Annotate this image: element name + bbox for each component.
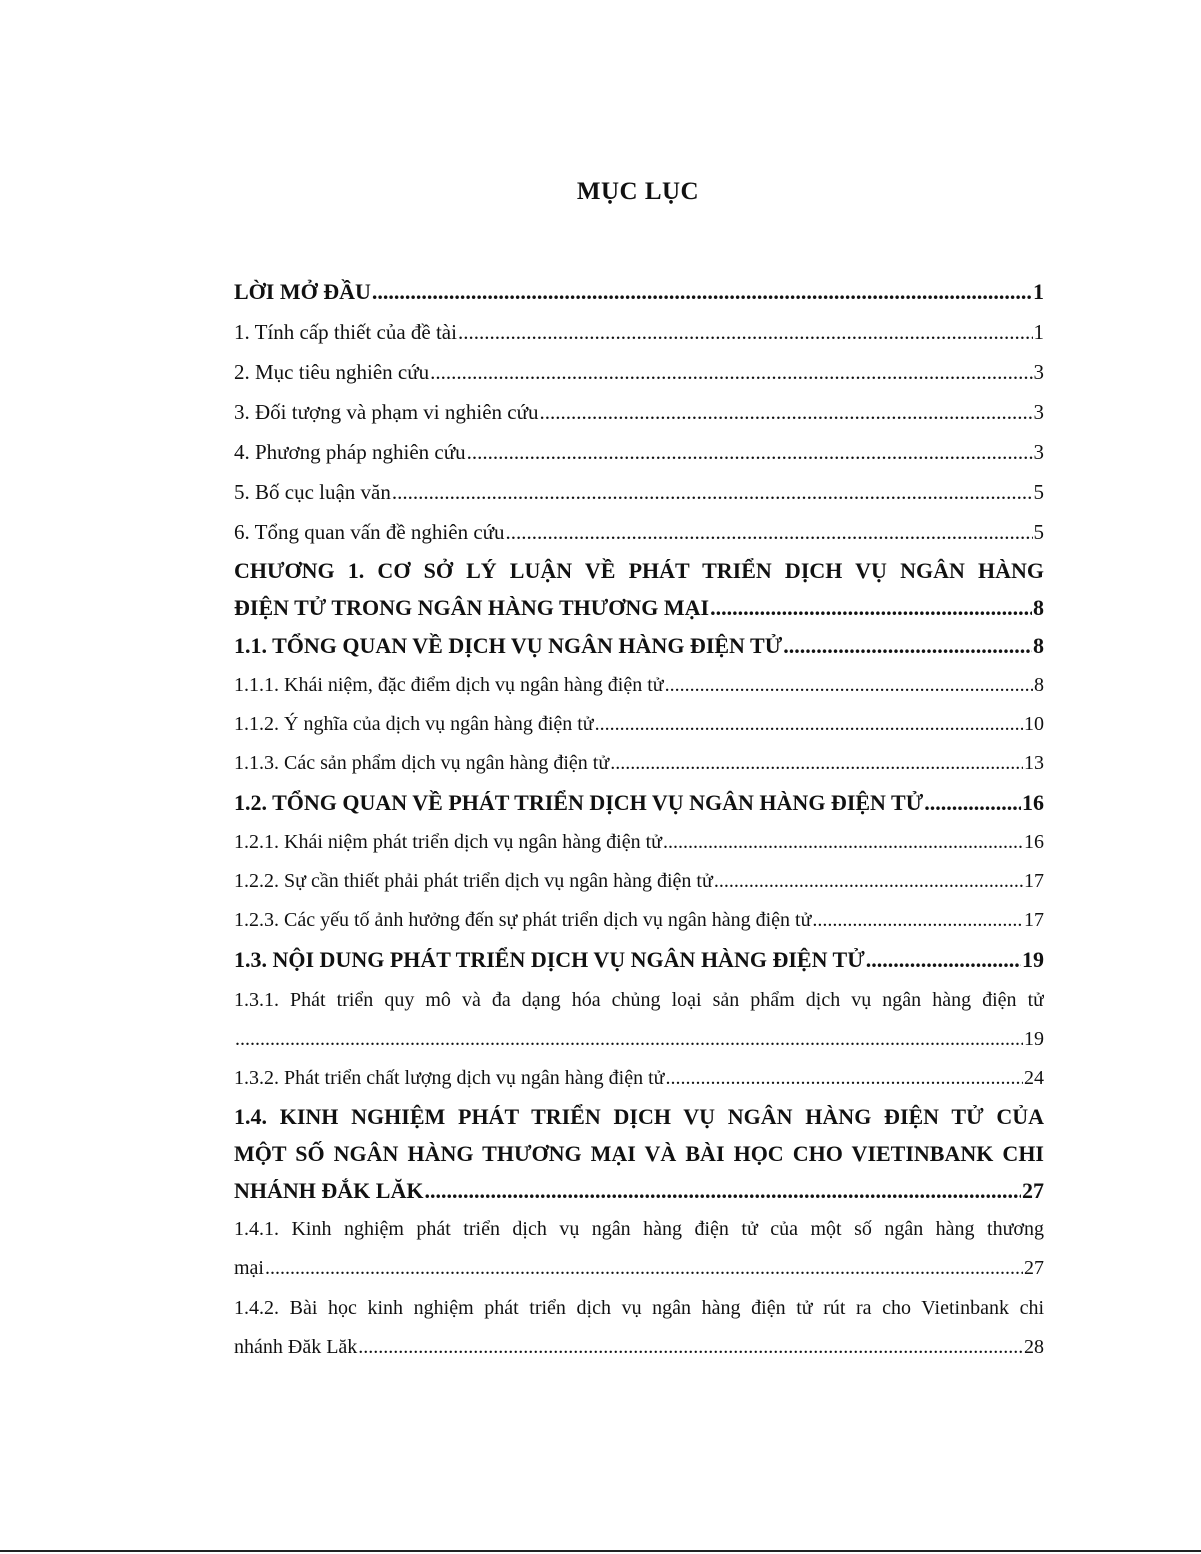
toc-entry-text: 1.2. TỔNG QUAN VỀ PHÁT TRIỂN DỊCH VỤ NGÂN HÀNG ĐIỆN TỬ <box>234 790 924 815</box>
toc-leader-dots <box>665 666 1033 705</box>
toc-entry-text: 1.1. TỔNG QUAN VỀ DỊCH VỤ NGÂN HÀNG ĐIỆN TỬ <box>234 633 783 658</box>
toc-entry-1-4-2[interactable] <box>234 1288 1044 1367</box>
toc-entry-last-line <box>234 589 1044 626</box>
toc-entry-1-1[interactable] <box>234 626 1044 666</box>
toc-entry-text: 4. Phương pháp nghiên cứu <box>234 440 466 464</box>
toc-entry-1-1-3[interactable] <box>234 744 1044 783</box>
toc-entry-doi-tuong[interactable] <box>234 392 1044 432</box>
toc-entry-1-4-1[interactable] <box>234 1209 1044 1288</box>
toc-entry-text: 1.2.2. Sự cần thiết phải phát triển dịch vụ ngân hàng điện tử <box>234 870 713 892</box>
toc-entry-text-line: 1.4. KINH NGHIỆM PHÁT TRIỂN DỊCH VỤ NGÂN HÀNG ĐIỆN TỬ CỦA <box>234 1104 1044 1129</box>
toc-page-number: 17 <box>1024 909 1044 931</box>
toc-leader-dots <box>783 626 1032 666</box>
toc-entry-text: 3. Đối tượng và phạm vi nghiên cứu <box>234 400 539 424</box>
toc-entry-1-3-1[interactable] <box>234 980 1044 1059</box>
toc-entry-text: 2. Mục tiêu nghiên cứu <box>234 360 430 384</box>
toc-entry-text: 1.3.2. Phát triển chất lượng dịch vụ ngân hàng điện tử <box>234 1067 665 1089</box>
toc-leader-dots <box>467 432 1033 472</box>
toc-page-number: 8 <box>1033 595 1044 620</box>
toc-page-number: 28 <box>1024 1336 1044 1358</box>
toc-entry-1-2-1[interactable] <box>234 823 1044 862</box>
toc-leader-dots <box>358 1328 1023 1367</box>
toc-entry-text-line: CHƯƠNG 1. CƠ SỞ LÝ LUẬN VỀ PHÁT TRIỂN DỊCH VỤ NGÂN HÀNG <box>234 558 1044 583</box>
toc-entry-text-line: 1.4.1. Kinh nghiệm phát triển dịch vụ ngân hàng điện tử của một số ngân hàng thương <box>234 1218 1044 1240</box>
toc-entry-text: mại <box>234 1257 264 1279</box>
toc-entry-chuong-1[interactable] <box>234 552 1044 626</box>
toc-leader-dots <box>866 940 1021 980</box>
toc-entry-1-4[interactable] <box>234 1098 1044 1209</box>
toc-page-number: 17 <box>1024 870 1044 892</box>
toc-entry-text: 1.1.1. Khái niệm, đặc điểm dịch vụ ngân hàng điện tử <box>234 674 664 696</box>
toc-page-number: 3 <box>1033 400 1044 424</box>
toc-leader-dots <box>430 352 1032 392</box>
toc-page-number: 10 <box>1024 713 1044 735</box>
page-title: MỤC LỤC <box>576 178 700 205</box>
toc-page-number: 5 <box>1033 520 1044 544</box>
toc-entry-text: 1. Tính cấp thiết của đề tài <box>234 320 457 344</box>
toc-entry-text: ĐIỆN TỬ TRONG NGÂN HÀNG THƯƠNG MẠI <box>234 595 710 620</box>
toc-entry-1-3-2[interactable] <box>234 1059 1044 1098</box>
toc-entry-text-line: 1.3.1. Phát triển quy mô và đa dạng hóa chủng loại sản phẩm dịch vụ ngân hàng điện tử <box>234 989 1044 1011</box>
toc-leader-dots <box>610 744 1023 783</box>
toc-entry-muc-tieu[interactable] <box>234 352 1044 392</box>
toc-page-number: 1 <box>1033 320 1044 344</box>
toc-entry-phuong-phap[interactable] <box>234 432 1044 472</box>
toc-page-number: 8 <box>1033 633 1044 658</box>
toc-entry-last-line <box>234 1328 1044 1367</box>
toc-entry-last-line <box>234 1020 1044 1059</box>
toc-page-number: 8 <box>1034 674 1044 696</box>
toc-leader-dots <box>924 783 1021 823</box>
toc-leader-dots <box>392 472 1033 512</box>
toc-leader-dots <box>663 823 1023 862</box>
toc-leader-dots <box>540 392 1033 432</box>
toc-page-number: 16 <box>1022 790 1044 815</box>
toc-leader-dots <box>265 1249 1023 1288</box>
toc-leader-dots <box>710 589 1032 626</box>
toc-page-number: 3 <box>1033 440 1044 464</box>
toc-entry-text-line: 1.4.2. Bài học kinh nghiệm phát triển dịch vụ ngân hàng điện tử rút ra cho Vietinbank chi <box>234 1297 1044 1319</box>
toc-entry-tong-quan-van-de[interactable] <box>234 512 1044 552</box>
toc-entry-bo-cuc[interactable] <box>234 472 1044 512</box>
toc-page-number: 16 <box>1024 831 1044 853</box>
toc-entry-text: 1.1.2. Ý nghĩa của dịch vụ ngân hàng điện tử <box>234 713 594 735</box>
toc-entry-text: LỜI MỞ ĐẦU <box>234 279 371 304</box>
toc-entry-1-1-1[interactable] <box>234 666 1044 705</box>
toc-entry-text: 5. Bố cục luận văn <box>234 480 391 504</box>
toc-page-number: 13 <box>1024 752 1044 774</box>
toc-entry-text: 1.2.1. Khái niệm phát triển dịch vụ ngân hàng điện tử <box>234 831 662 853</box>
toc-leader-dots <box>235 1020 1023 1059</box>
toc-entry-text: 6. Tổng quan vấn đề nghiên cứu <box>234 520 505 544</box>
toc-entry-last-line <box>234 1249 1044 1288</box>
toc-entry-1-3[interactable] <box>234 940 1044 980</box>
toc-leader-dots <box>714 862 1023 901</box>
toc-entry-1-2-2[interactable] <box>234 862 1044 901</box>
toc-page-number: 19 <box>1024 1028 1044 1050</box>
toc-leader-dots <box>506 512 1033 552</box>
toc-page-number: 27 <box>1024 1257 1044 1279</box>
toc-page-number: 24 <box>1024 1067 1044 1089</box>
toc-page-number: 19 <box>1022 947 1044 972</box>
toc-entry-1-2[interactable] <box>234 783 1044 823</box>
toc-entry-text: 1.2.3. Các yếu tố ảnh hưởng đến sự phát triển dịch vụ ngân hàng điện tử <box>234 909 812 931</box>
page-bottom-rule <box>0 1550 1201 1552</box>
toc-entry-loi-mo-dau[interactable] <box>234 272 1044 312</box>
toc-leader-dots <box>424 1172 1021 1209</box>
toc-entry-text: 1.1.3. Các sản phẩm dịch vụ ngân hàng điện tử <box>234 752 610 774</box>
toc-entry-1-2-3[interactable] <box>234 901 1044 940</box>
toc-entry-text: nhánh Đăk Lăk <box>234 1336 358 1358</box>
toc-entry-text: NHÁNH ĐẮK LĂK <box>234 1178 424 1203</box>
toc-leader-dots <box>458 312 1033 352</box>
toc-entry-text: 1.3. NỘI DUNG PHÁT TRIỂN DỊCH VỤ NGÂN HÀNG ĐIỆN TỬ <box>234 947 865 972</box>
toc-page-number: 3 <box>1033 360 1044 384</box>
toc-entry-1-1-2[interactable] <box>234 705 1044 744</box>
toc-entry-text-line: MỘT SỐ NGÂN HÀNG THƯƠNG MẠI VÀ BÀI HỌC CHO VIETINBANK CHI <box>234 1141 1044 1166</box>
toc-entry-tinh-cap-thiet[interactable] <box>234 312 1044 352</box>
toc-leader-dots <box>812 901 1023 940</box>
toc-leader-dots <box>595 705 1023 744</box>
toc-leader-dots <box>666 1059 1023 1098</box>
table-of-contents <box>234 272 1044 1367</box>
toc-leader-dots <box>372 272 1032 312</box>
toc-page-number: 1 <box>1033 279 1044 304</box>
toc-page-number: 27 <box>1022 1178 1044 1203</box>
toc-page-number: 5 <box>1033 480 1044 504</box>
toc-entry-last-line <box>234 1172 1044 1209</box>
